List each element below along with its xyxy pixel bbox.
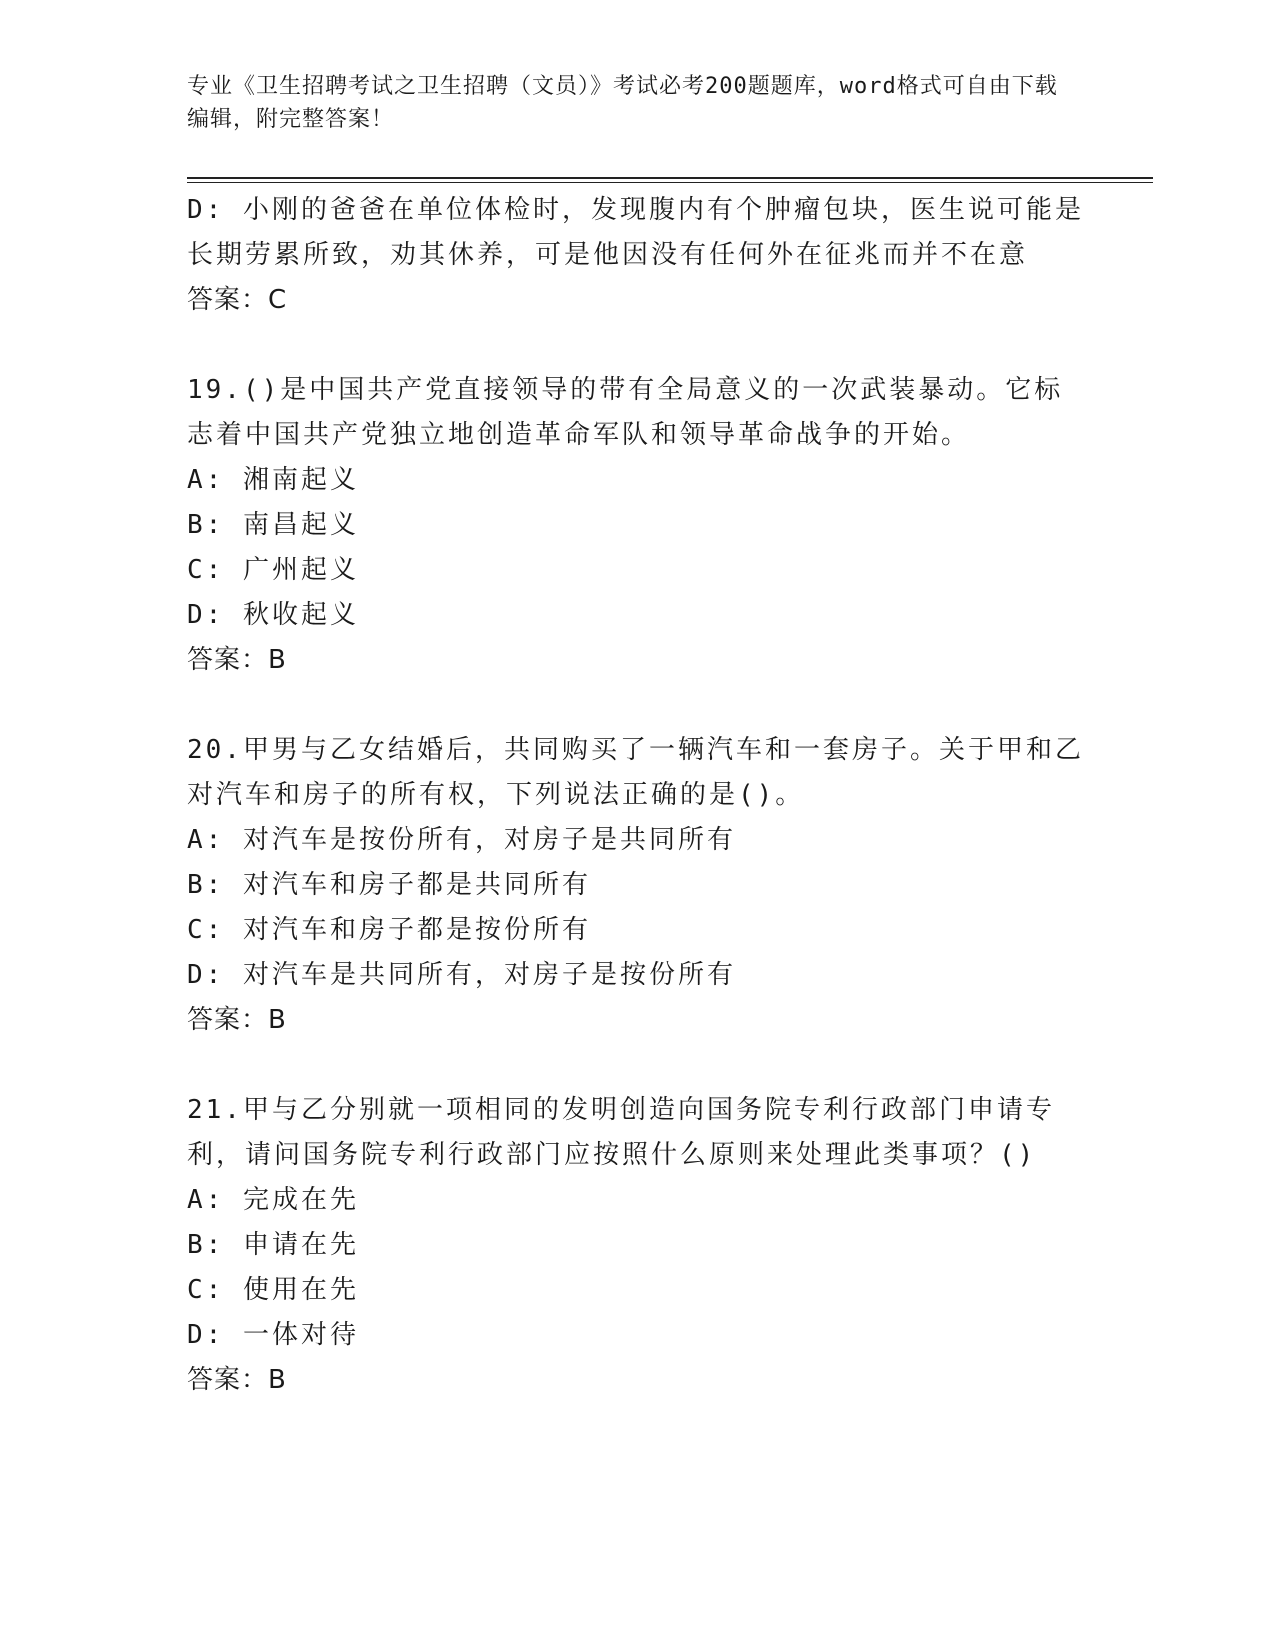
- spacer: [187, 323, 1087, 368]
- question-21-stem: 21.甲与乙分别就一项相同的发明创造向国务院专利行政部门申请专利，请问国务院专利行政部门应按照什么原则来处理此类事项？(): [187, 1095, 1055, 1170]
- header-rule-thick: [187, 177, 1153, 179]
- question-21-option-c: C: 使用在先: [187, 1275, 359, 1305]
- question-19-option-c: C: 广州起义: [187, 555, 359, 585]
- spacer: [187, 1043, 1087, 1088]
- question-20-answer: 答案：B: [187, 1005, 287, 1035]
- question-20-option-d: D: 对汽车是共同所有，对房子是按份所有: [187, 960, 736, 990]
- question-18-answer: 答案：C: [187, 285, 288, 315]
- question-20-option-a: A: 对汽车是按份所有，对房子是共同所有: [187, 825, 736, 855]
- question-21: [187, 1088, 1087, 1403]
- question-list: [187, 188, 1087, 1403]
- question-19-stem: 19.()是中国共产党直接领导的带有全局意义的一次武装暴动。它标志着中国共产党独立地创造革命军队和领导革命战争的开始。: [187, 375, 1064, 450]
- question-20-option-b: B: 对汽车和房子都是共同所有: [187, 870, 591, 900]
- question-20: [187, 728, 1087, 1043]
- header-rule-thin: [187, 182, 1153, 183]
- question-19-answer: 答案：B: [187, 645, 287, 675]
- question-20-option-c: C: 对汽车和房子都是按份所有: [187, 915, 591, 945]
- question-18-tail: [187, 188, 1087, 323]
- spacer: [187, 683, 1087, 728]
- question-21-answer: 答案：B: [187, 1365, 287, 1395]
- question-18-option-d: D: 小刚的爸爸在单位体检时，发现腹内有个肿瘤包块，医生说可能是长期劳累所致，劝其休养，可是他因没有任何外在征兆而并不在意: [187, 195, 1084, 270]
- question-19-option-d: D: 秋收起义: [187, 600, 359, 630]
- question-20-stem: 20.甲男与乙女结婚后，共同购买了一辆汽车和一套房子。关于甲和乙对汽车和房子的所有权，下列说法正确的是()。: [187, 735, 1084, 810]
- question-21-option-a: A: 完成在先: [187, 1185, 359, 1215]
- question-21-option-d: D: 一体对待: [187, 1320, 359, 1350]
- question-19-option-b: B: 南昌起义: [187, 510, 359, 540]
- question-19-option-a: A: 湘南起义: [187, 465, 359, 495]
- question-19: [187, 368, 1087, 683]
- document-header: 专业《卫生招聘考试之卫生招聘（文员）》考试必考200题题库，word格式可自由下载编辑，附完整答案！: [187, 74, 1058, 132]
- question-21-option-b: B: 申请在先: [187, 1230, 359, 1260]
